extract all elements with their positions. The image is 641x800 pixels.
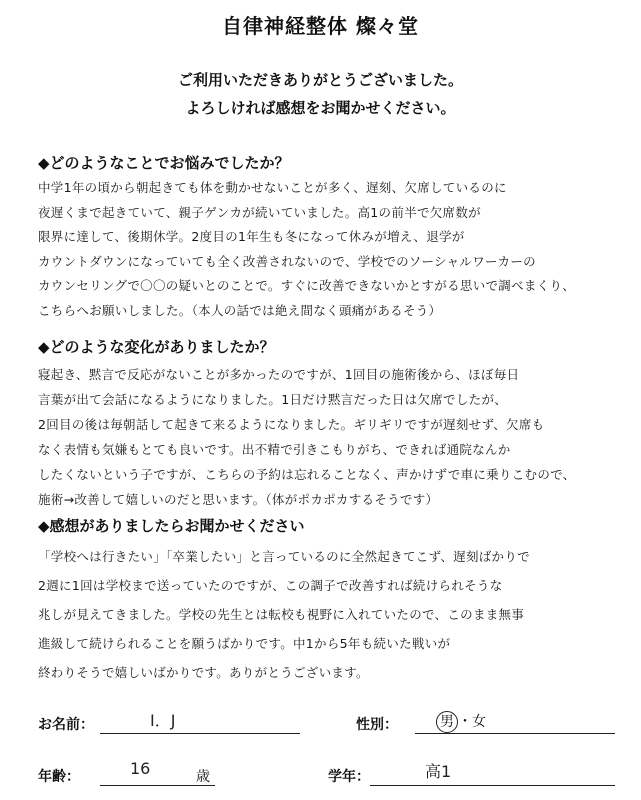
gender-underline <box>415 733 615 734</box>
answer-line: なく表情も気嫌もとても良いです。出不精で引きこもりがち、できれば通院なんか <box>38 442 511 457</box>
answer-line: こちらへお願いしました。（本人の話では絶え間なく頭痛があるそう） <box>38 302 442 318</box>
age-value: 16 <box>130 759 151 778</box>
answer-line: カウンセリングで〇〇の疑いとのことで。すぐに改善できないかとすがる思いで調べまくり、 <box>38 278 576 293</box>
answer-line: 施術→改善して嬉しいのだと思います。（体がポカポカするそうです） <box>38 492 439 507</box>
changes-answer <box>38 362 623 512</box>
intro-text <box>0 66 641 122</box>
name-label: お名前： <box>38 717 94 733</box>
answer-line: 限界に達して、後期休学。2度目の1年生も冬になって休みが増え、退学が <box>38 229 465 244</box>
answer-line: 寝起き、黙言で反応がないことが多かったのですが、1回目の施術後から、ほぼ毎日 <box>38 367 520 382</box>
age-suffix: 歳 <box>196 769 210 785</box>
answer-line: 中学1年の頃から朝起きても体を動かせないことが多く、遅刻、欠席しているのに <box>38 180 507 195</box>
answer-line: 「学校へは行きたい」「卒業したい」と言っているのに全然起きてこず、遅刻ばかりで <box>38 549 530 564</box>
answer-line: 夜遅くまで起きていて、親子ゲンカが続いていました。高1の前半で欠席数が <box>38 204 481 220</box>
section-heading-worries: ◆どのようなことでお悩みでしたか？ <box>38 154 290 172</box>
comments-answer <box>38 542 623 687</box>
name-value: I．J <box>150 711 176 730</box>
answer-line: 2回目の後は毎朝話して起きて来るようになりました。ギリギリですが遅刻せず、欠席も <box>38 417 545 432</box>
worries-answer <box>38 176 623 323</box>
answer-line: 終わりそうで嬉しいばかりです。ありがとうございます。 <box>38 665 369 680</box>
answer-line: カウントダウンになっていても全く改善されないので、学校でのソーシャルワーカーの <box>38 253 536 269</box>
gender-options <box>436 711 486 733</box>
gender-male-selected: 男 <box>436 711 458 733</box>
gender-separator: ・ <box>458 714 472 730</box>
answer-line: したくないという子ですが、こちらの予約は忘れることなく、声かけずで車に乗りこむので、 <box>38 467 576 482</box>
answer-line: 言葉が出て会話になるようになりました。1日だけ黙言だった日は欠席でしたが、 <box>38 392 508 407</box>
age-label: 年齢： <box>38 769 80 785</box>
name-underline <box>100 733 300 734</box>
gender-female: 女 <box>472 714 486 730</box>
age-underline <box>100 785 215 786</box>
gender-label: 性別： <box>356 717 398 733</box>
answer-line: 兆しが見えてきました。学校の先生とは転校も視野に入れていたので、このまま無事 <box>38 607 525 622</box>
section-heading-changes: ◆どのような変化がありましたか？ <box>38 338 275 356</box>
intro-line-2: よろしければ感想をお聞かせください。 <box>185 99 456 117</box>
grade-label: 学年： <box>328 769 370 785</box>
answer-line: 進級して続けられることを願うばかりです。中1から5年も続いた戦いが <box>38 636 451 651</box>
grade-value: 高1 <box>425 762 452 781</box>
answer-line: 2週に1回は学校まで送っていたのですが、この調子で改善すれば続けられそうな <box>38 578 503 593</box>
page-title: 自律神経整体 燦々堂 <box>222 14 419 38</box>
section-heading-comments: ◆感想がありましたらお聞かせください <box>38 517 305 535</box>
intro-line-1: ご利用いただきありがとうございました。 <box>177 71 463 89</box>
grade-underline <box>370 785 615 786</box>
